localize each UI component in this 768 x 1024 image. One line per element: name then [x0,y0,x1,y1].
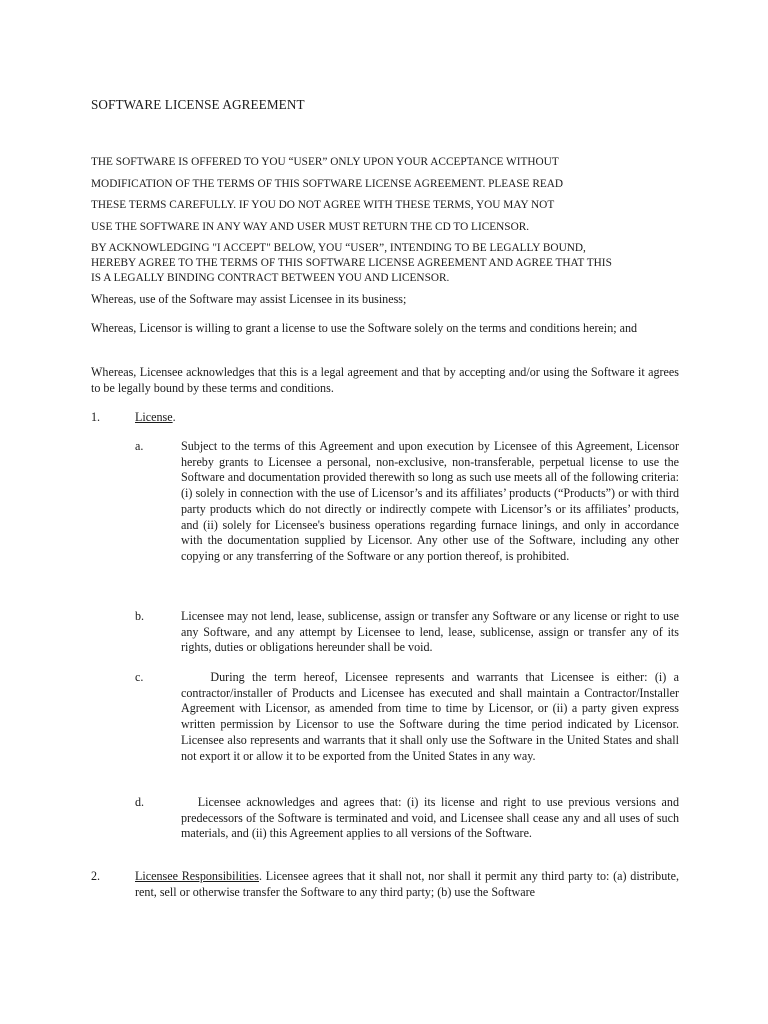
section-2-heading: Licensee Responsibilities [135,869,259,883]
intro-line-1: THE SOFTWARE IS OFFERED TO YOU “USER” ONLY UPON YOUR ACCEPTANCE WITHOUT [91,156,559,168]
clause-c-text: During the term hereof, Licensee represents and warrants that Licensee is either: (i) a contractor/installer of Products and Licensee has executed and shall maintain a Contractor/Installer Agreement with Licensor, as amended from time to time by Licensor, or (ii) a party given express written permission by Licensor to use the Software during the time period indicated by Licensor. Licensee also represents and warrants that it shall only use the Software in the United States and shall not export it or allow it to be exported from the United States in any way. [181,670,679,763]
clause-d-text: Licensee acknowledges and agrees that: (i) its license and right to use previous versions and predecessors of the Software is terminated and void, and Licensee shall cease any and all uses of such materials, and (ii) this Agreement applies to all versions of the Software. [181,795,679,841]
section-1-heading: License [135,410,173,424]
recital-3: Whereas, Licensee acknowledges that this is a legal agreement and that by accepting and/or using the Software it agrees to be legally bound by these terms and conditions. [91,365,679,395]
clause-b-label: b. [135,609,145,623]
document-title: SOFTWARE LICENSE AGREEMENT [91,97,305,112]
clause-a-label: a. [135,439,144,453]
recital-2: Whereas, Licensor is willing to grant a license to use the Software solely on the terms and conditions herein; and [91,321,638,335]
recital-1: Whereas, use of the Software may assist Licensee in its business; [91,292,407,306]
intro-line-4: USE THE SOFTWARE IN ANY WAY AND USER MUST RETURN THE CD TO LICENSOR. [91,221,530,233]
acknowledge-line-1: BY ACKNOWLEDGING "I ACCEPT" BELOW, YOU “USER”, INTENDING TO BE LEGALLY BOUND, [91,242,586,254]
section-1-number: 1. [91,410,101,424]
acknowledge-line-2: HEREBY AGREE TO THE TERMS OF THIS SOFTWARE LICENSE AGREEMENT AND AGREE THAT THIS [91,257,612,269]
section-1-heading-line [135,410,176,426]
intro-line-3: THESE TERMS CAREFULLY. IF YOU DO NOT AGREE WITH THESE TERMS, YOU MAY NOT [91,199,555,211]
section-2-number: 2. [91,869,101,883]
acknowledge-line-3: IS A LEGALLY BINDING CONTRACT BETWEEN YOU AND LICENSOR. [91,272,450,284]
clause-b-text: Licensee may not lend, lease, sublicense, assign or transfer any Software or any license or right to use any Software, and any attempt by Licensee to lend, lease, sublicense, assign or transfer any of its rights, duties or obligations hereunder shall be void. [181,609,679,655]
clause-d-label: d. [135,795,145,809]
clause-a-text: Subject to the terms of this Agreement and upon execution by Licensee of this Agreement, Licensor hereby grants to Licensee a personal, non-exclusive, non-transferable, perpetual license to use the Software and documentation provided therewith so long as such use meets all of the following criteria: (i) solely in connection with the use of Licensor’s and its affiliates’ products (“Products”) or with third party products which do not directly or indirectly compete with Licensor’s or its affiliates’ products, and (ii) solely for Licensee's business operations regarding furnace linings, and only in accordance with the documentation supplied by Licensor. Any other use of the Software, including any other copying or any transferring of the Software or any portion thereof, is prohibited. [181,439,679,563]
section-2-paragraph [135,869,679,900]
intro-line-2: MODIFICATION OF THE TERMS OF THIS SOFTWARE LICENSE AGREEMENT. PLEASE READ [91,178,564,190]
section-1-heading-period: . [172,410,176,424]
section-2-text: . Licensee agrees that it shall not, nor shall it permit any third party to: (a) distribute, rent, sell or otherwise transfer the Software to any third party; (b) use the Software [135,869,680,899]
clause-c-label: c. [135,670,144,684]
